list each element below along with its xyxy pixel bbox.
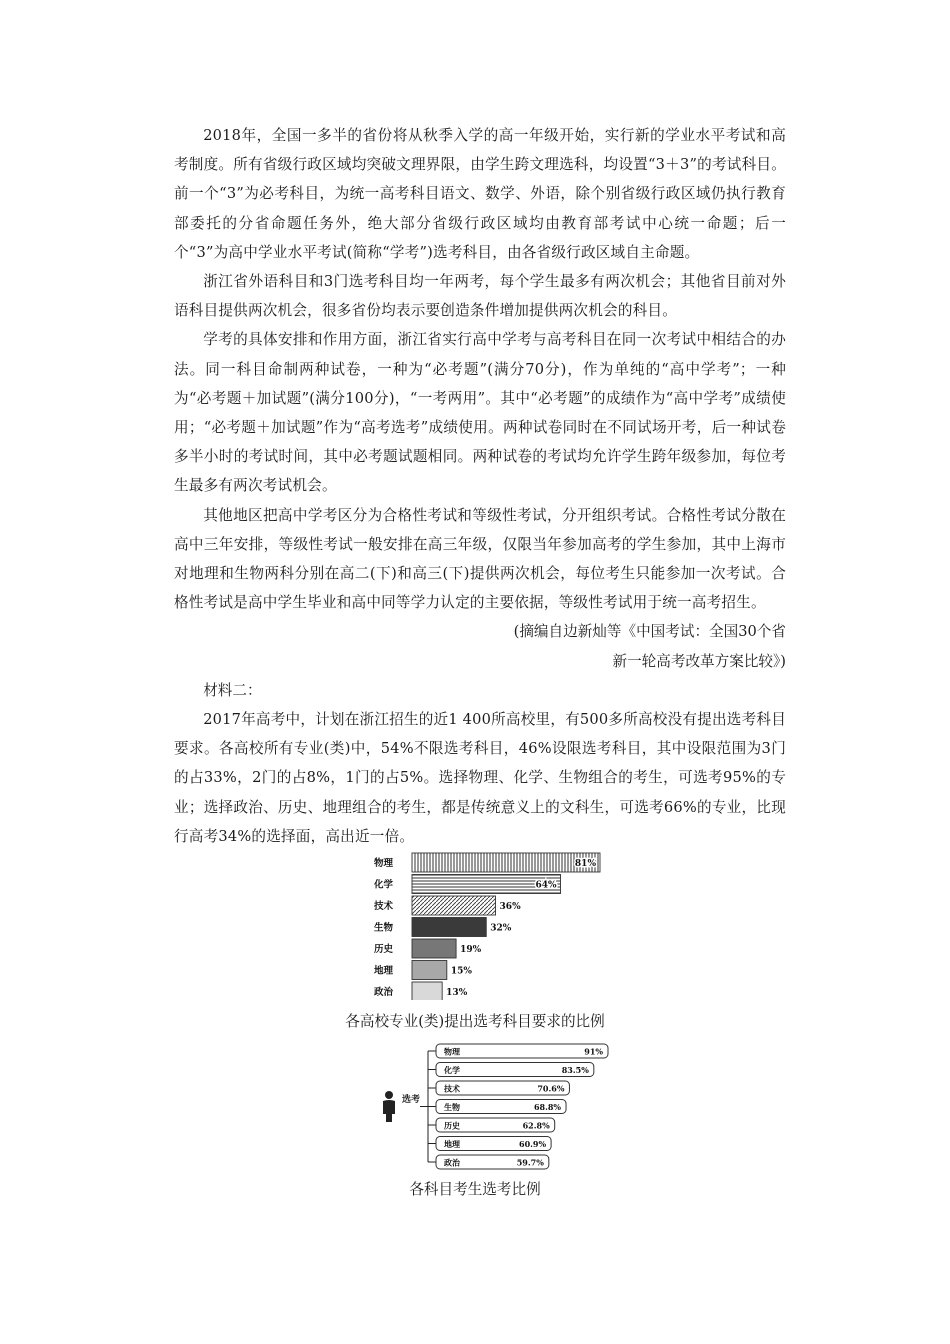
- material-2-paragraph: 2017年高考中，计划在浙江招生的近1 400所高校里，有500多所高校没有提出选考科目要求。各高校所有专业(类)中，54%不限选考科目，46%设限选考科目，其中设限范围为3门的占33%，2门的占8%，1门的占5%。选择物理、化学、生物组合的考生，可选考95%的专业；选择政治、历史、地理组合的考生，都是传统意义上的文科生，可选考66%的专业，比现行高考34%的选择面，高出近一倍。: [174, 711, 786, 845]
- chart1-bar: [412, 982, 442, 1000]
- chart2-bar: [436, 1044, 608, 1058]
- chart1-bar: [412, 918, 486, 937]
- chart2-value-label: 91%: [584, 1046, 603, 1057]
- chart2-category-label: 历史: [444, 1120, 460, 1131]
- chart-1-caption: 各高校专业(类)提出选考科目要求的比例: [345, 1013, 605, 1030]
- person-icon: [383, 1091, 395, 1122]
- chart1-value-label: 19%: [460, 945, 482, 955]
- chart1-category-label: 政治: [374, 987, 394, 998]
- chart2-value-label: 59.7%: [516, 1157, 544, 1168]
- article-body: [174, 121, 786, 851]
- choice-group-label: 选考: [402, 1095, 421, 1105]
- chart1-category-label: 历史: [374, 944, 394, 955]
- paragraph-2: 浙江省外语科目和3门选考科目均一年两考，每个学生最多有两次机会；其他省目前对外语科目提供两次机会，很多省份均表示要创造条件增加提供两次机会的科目。: [174, 273, 786, 320]
- chart2-value-label: 68.8%: [533, 1102, 562, 1112]
- chart1-value-label: 13%: [446, 988, 468, 998]
- chart2-category-label: 技术: [444, 1083, 460, 1094]
- chart2-category-label: 地理: [444, 1139, 460, 1149]
- material-2-label: 材料二：: [203, 681, 262, 699]
- chart1-bar: [412, 939, 456, 958]
- paragraph-3: 学考的具体安排和作用方面，浙江省实行高中学考与高考科目在同一次考试中相结合的办法。同一科目命制两种试卷，一种为“必考题”(满分70分)，作为单纯的“高中学考”；一种为“必考题＋加试题”(满分100分)，“一考两用”。其中“必考题”的成绩作为“高中学考”成绩使用；“必考题＋加试题”作为“高考选考”成绩使用。两种试卷同时在不同试场开考，后一种试卷多半小时的考试时间，其中必考题试题相同。两种试卷的考试均允许学生跨年级参加，每位考生最多有两次考试机会。: [174, 331, 786, 495]
- chart1-value-label: 81%: [574, 859, 596, 869]
- chart-university-requirements: [372, 850, 612, 1000]
- chart1-category-label: 地理: [374, 965, 394, 977]
- chart2-category-label: 物理: [444, 1046, 460, 1057]
- chart1-bar: [412, 853, 600, 872]
- citation-line-2: 新一轮高考改革方案比较》): [612, 652, 786, 670]
- paragraph-1: 2018年，全国一多半的省份将从秋季入学的高一年级开始，实行新的学业水平考试和高考制度。所有省级行政区域均突破文理界限，由学生跨文理选科，均设置“3＋3”的考试科目。前一个“3”为必考科目，为统一高考科目语文、数学、外语，除个别省级行政区域仍执行教育部委托的分省命题任务外，绝大部分省级行政区域均由教育部考试中心统一命题；后一个“3”为高中学业水平考试(简称“学考”)选考科目，由各省级行政区域自主命题。: [174, 127, 786, 261]
- chart1-value-label: 15%: [450, 966, 472, 977]
- chart1-value-label: 32%: [490, 923, 512, 934]
- chart1-value-label: 36%: [499, 902, 521, 912]
- chart1-category-label: 生物: [374, 922, 394, 934]
- chart1-value-label: 64%: [535, 880, 557, 891]
- chart2-value-label: 70.6%: [537, 1083, 565, 1094]
- chart2-value-label: 62.8%: [522, 1120, 550, 1131]
- chart1-category-label: 化学: [374, 879, 394, 891]
- citation-line-1: (摘编自边新灿等《中国考试：全国30个省: [513, 623, 786, 641]
- chart2-category-label: 生物: [444, 1102, 460, 1112]
- chart1-bar: [412, 896, 496, 915]
- chart1-category-label: 技术: [374, 901, 394, 912]
- chart2-value-label: 60.9%: [519, 1139, 547, 1149]
- chart2-value-label: 83.5%: [561, 1065, 589, 1075]
- chart2-category-label: 化学: [444, 1065, 460, 1075]
- chart1-category-label: 物理: [374, 858, 394, 869]
- chart-student-choices: [376, 1038, 616, 1173]
- chart-2-caption: 各科目考生选考比例: [409, 1181, 541, 1198]
- paragraph-4: 其他地区把高中学考区分为合格性考试和等级性考试，分开组织考试。合格性考试分散在高中三年安排，等级性考试一般安排在高三年级，仅限当年参加高考的学生参加，其中上海市对地理和生物两科分别在高二(下)和高三(下)提供两次机会，每位考生只能参加一次考试。合格性考试是高中学生毕业和高中同等学力认定的主要依据，等级性考试用于统一高考招生。: [174, 506, 786, 612]
- chart1-bar: [412, 961, 447, 980]
- chart2-category-label: 政治: [444, 1157, 460, 1168]
